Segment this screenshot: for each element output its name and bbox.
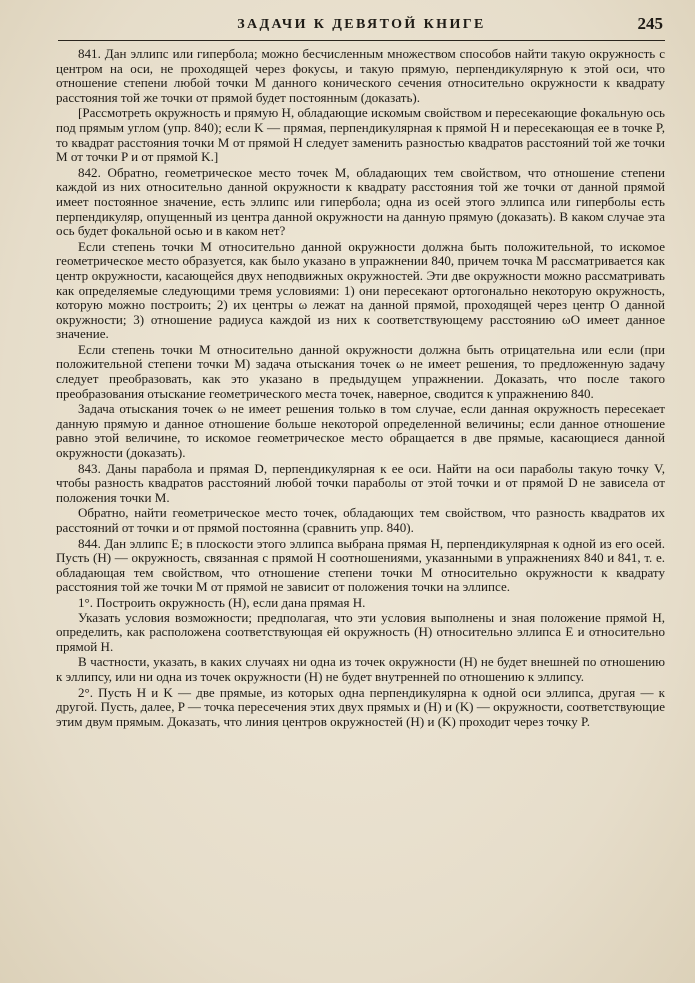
page-number: 245 xyxy=(637,14,663,33)
running-header xyxy=(58,14,665,41)
problem-842: 842. Обратно, геометрическое место точек M, обладающих тем свойством, что отношение степени каждой из них относительно данной окружности к квадрату расстояния той же точки от данной прямой имеет постоянное значение, есть эллипс или гипербола; одна из осей этого эллипса или гиперболы есть перпендикуляр, опущенный из центра данной окружности на данную прямую (доказать). В каком случае эта ось будет фокальной осью и в каком нет? xyxy=(56,164,665,239)
paragraph: В частности, указать, в каких случаях ни одна из точек окружности (H) не будет внешней по отношению к эллипсу, или ни одна из точек окружности (H) не будет внутренней по отношению к эллипсу. xyxy=(56,654,665,684)
paragraph: Указать условия возможности; предполагая, что эти условия выполнены и зная положение прямой H, определить, как расположена соответствующая ей окружность (H) относительно эллипса E и относительно прямой H. xyxy=(56,609,665,654)
paragraph: Если степень точки M относительно данной окружности должна быть положительной, то искомое геометрическое место образуется, как было указано в упражнении 840, причем точка M рассматривается как центр окружности, касающейся двух неподвижных окружностей. Эти две окружности можно рассматривать как определяемые следующими тремя условиями: 1) они пересекают ортогонально некоторую окружность, которую можно построить; 2) их центры ω лежат на данной прямой, проходящей через центр O данной окружности; 3) отношение радиуса каждой из них к соответствующему расстоянию ωO имеет данное значение. xyxy=(56,238,665,342)
paragraph: Задача отыскания точек ω не имеет решения только в том случае, если данная окружность пересекает данную прямую и данное отношение больше некоторой определенной величины; если данное отношение равно этой величине, то искомое геометрическое место обращается в две прямые, касающиеся данной окружности (доказать). xyxy=(56,401,665,461)
paragraph: Если степень точки M относительно данной окружности должна быть отрицательна или если (при положительной степени точки M) задача отыскания точек ω не имеет решения, то предложенную задачу следует преобразовать, как это указано в предыдущем упражнении. Доказать, что после такого преобразования отыскание геометрического места точек, наверное, сводится к упражнению 840. xyxy=(56,341,665,401)
running-title: ЗАДАЧИ К ДЕВЯТОЙ КНИГЕ xyxy=(237,17,486,32)
problem-844: 844. Дан эллипс E; в плоскости этого эллипса выбрана прямая H, перпендикулярная к одной из его осей. Пусть (H) — окружность, связанная с прямой H соотношениями, указанными в упражнениях 840 и 841, т. е. обладающая тем свойством, что отношение степени точки M относительно окружности к квадрату расстояния той же точки M от прямой не зависит от положения точки на эллипсе. xyxy=(56,535,665,595)
part-2: 2°. Пусть H и K — две прямые, из которых одна перпендикулярна к одной оси эллипса, другая — к другой. Пусть, далее, P — точка пересечения этих двух прямых и (H) и (K) — окружности, соответствующие этим двум прямым. Доказать, что линия центров окружностей (H) и (K) проходит через точку P. xyxy=(56,684,665,729)
part-1: 1°. Построить окружность (H), если дана прямая H. xyxy=(78,594,366,610)
body-text xyxy=(56,47,665,730)
paragraph: Обратно, найти геометрическое место точек, обладающих тем свойством, что разность квадратов их расстояний от точки и от прямой постоянна (сравнить упр. 840). xyxy=(56,505,665,535)
hint-841: [Рассмотреть окружность и прямую H, обладающие искомым свойством и пересекающие фокальную ось под прямым углом (упр. 840); если K — прямая, перпендикулярная к прямой H и пересекающая ее в точке P, то квадрат расстояния точки M от прямой H следует заменить разностью квадратов расстояний той же точки M от точки P и от прямой K.] xyxy=(56,105,665,165)
problem-841: 841. Дан эллипс или гипербола; можно бесчисленным множеством способов найти такую окружность с центром на оси, не проходящей через фокусы, и такую прямую, перпендикулярную к этой оси, что отношение степени любой точки M данного конического сечения относительно окружности к квадрату расстояния той же точки от прямой будет постоянным (доказать). xyxy=(56,46,665,105)
problem-843: 843. Даны парабола и прямая D, перпендикулярная к ее оси. Найти на оси параболы такую точку V, чтобы разность квадратов расстояний любой точки параболы от этой точки и от прямой D не зависела от положения точки M. xyxy=(56,460,665,505)
